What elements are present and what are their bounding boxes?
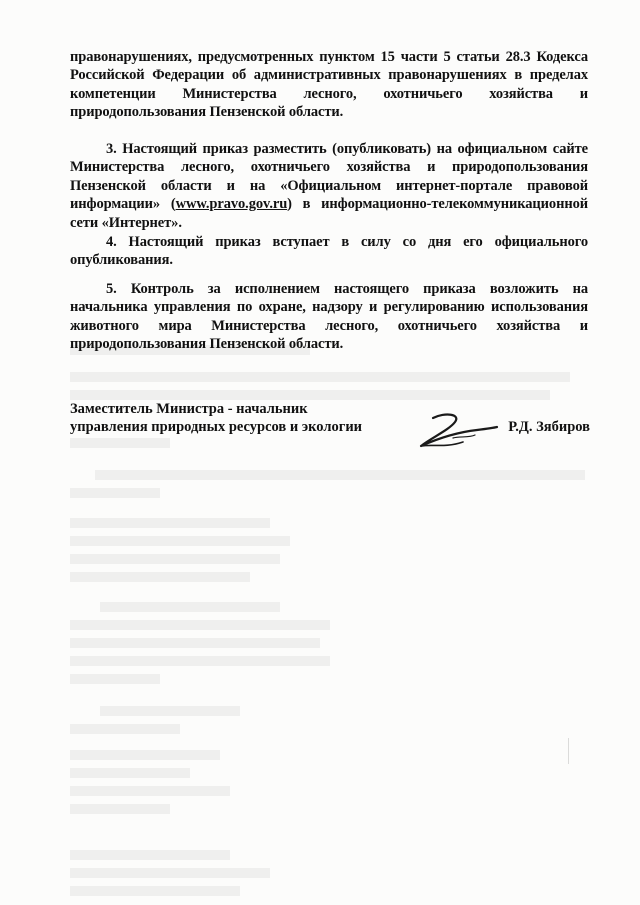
show-through-text [70,674,160,684]
show-through-text [100,602,280,612]
paragraph-5: 5. Контроль за исполнением настоящего приказа возложить на начальника управления по охране, надзору и регулированию использования животного мира Министерства лесного, охотничьего хозяйства и природопользования Пензенской области. [70,281,588,353]
show-through-text [70,488,160,498]
show-through-text [100,4,620,22]
show-through-text [70,850,230,860]
show-through-text [70,886,240,896]
show-through-text [70,656,330,666]
show-through-text [70,786,230,796]
show-through-text [70,390,550,400]
handwritten-signature [415,408,500,454]
signatory-name: Р.Д. Зябиров [508,419,590,435]
paragraph-4: 4. Настоящий приказ вступает в силу со дня его официального опубликования. [70,234,588,269]
paragraph-3-text-end: ) в информационно-телекоммуникационной сети «Интернет». [70,196,588,231]
show-through-text [100,706,240,716]
show-through-text [70,572,250,582]
show-through-text [70,868,270,878]
show-through-line [568,738,569,764]
show-through-text [70,804,170,814]
show-through-text [70,638,320,648]
show-through-text [70,372,570,382]
show-through-text [70,438,170,448]
intro-paragraph: правонарушениях, предусмотренных пунктом 15 части 5 статьи 28.3 Кодекса Российской Федерации об административных правонарушениях в пределах компетенции Министерства лесного, охотничьего хозяйства и природопользования Пензенской области. [70,49,588,121]
pravo-gov-link[interactable]: www.pravo.gov.ru [175,196,288,213]
show-through-text [70,750,220,760]
paragraph-3 [70,140,588,232]
show-through-text [70,620,330,630]
show-through-text [70,724,180,734]
show-through-text [70,768,190,778]
paragraph-3-text: 3. Настоящий приказ разместить (опубликовать) на официальном сайте Министерства лесного, охотничьего хозяйства и природопользования Пензенской области и на «Официальном интернет-портале правовой информации» ( [70,141,588,213]
show-through-text [70,554,280,564]
show-through-text [70,536,290,546]
show-through-text [95,470,585,480]
show-through-text [70,518,270,528]
signatory-title: Заместитель Министра - начальник управления природных ресурсов и экологии [70,401,363,436]
